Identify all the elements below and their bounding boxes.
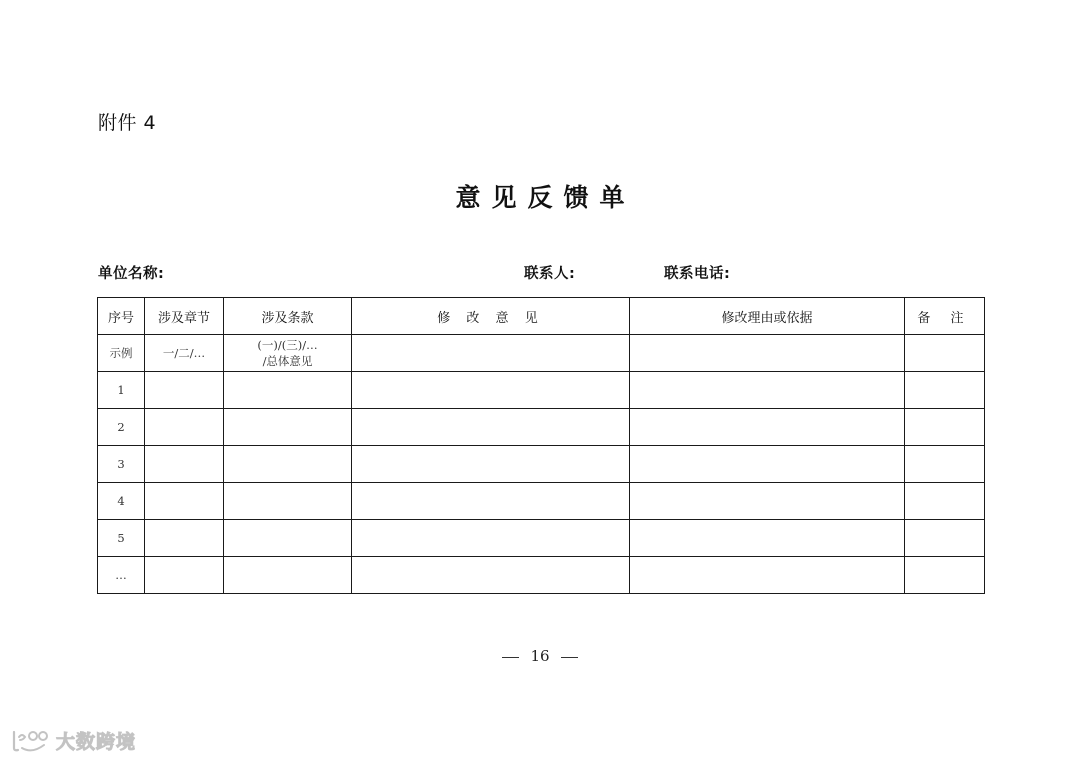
chapter-cell[interactable] xyxy=(145,446,224,483)
watermark xyxy=(10,727,136,754)
example-reason-cell[interactable] xyxy=(630,335,905,372)
chapter-cell[interactable] xyxy=(145,483,224,520)
chapter-cell[interactable] xyxy=(145,409,224,446)
contact-person-label: 联系人: xyxy=(524,266,576,282)
reason-cell[interactable] xyxy=(630,372,905,409)
clause-cell[interactable] xyxy=(224,483,352,520)
remarks-cell[interactable] xyxy=(905,483,985,520)
page-number-value: 16 xyxy=(530,647,550,665)
clause-cell[interactable] xyxy=(224,446,352,483)
row-number: 3 xyxy=(98,446,145,483)
table-row xyxy=(98,372,985,409)
brand-logo-icon xyxy=(10,728,50,754)
row-number: … xyxy=(98,557,145,594)
opinion-cell[interactable] xyxy=(352,557,630,594)
remarks-cell[interactable] xyxy=(905,409,985,446)
clause-cell[interactable] xyxy=(224,372,352,409)
remarks-cell[interactable] xyxy=(905,557,985,594)
table-row xyxy=(98,409,985,446)
opinion-cell[interactable] xyxy=(352,520,630,557)
opinion-cell[interactable] xyxy=(352,372,630,409)
remarks-cell[interactable] xyxy=(905,446,985,483)
table-row xyxy=(98,520,985,557)
chapter-cell[interactable] xyxy=(145,372,224,409)
header-revision-reason: 修改理由或依据 xyxy=(630,298,905,335)
example-label: 示例 xyxy=(98,335,145,372)
opinion-cell[interactable] xyxy=(352,409,630,446)
attachment-label: 附件 4 xyxy=(98,112,157,134)
reason-cell[interactable] xyxy=(630,409,905,446)
example-remarks-cell[interactable] xyxy=(905,335,985,372)
opinion-cell[interactable] xyxy=(352,446,630,483)
example-opinion-cell[interactable] xyxy=(352,335,630,372)
feedback-table xyxy=(97,297,985,594)
clause-cell[interactable] xyxy=(224,520,352,557)
header-clause: 涉及条款 xyxy=(224,298,352,335)
watermark-text: 大数跨境 xyxy=(56,731,137,753)
page-number-dash-right xyxy=(561,657,578,658)
document-title: 意见反馈单 xyxy=(455,183,636,212)
remarks-cell[interactable] xyxy=(905,520,985,557)
example-chapter: 一/二/… xyxy=(145,335,224,372)
page-number-dash-left xyxy=(502,657,519,658)
table-row xyxy=(98,446,985,483)
example-clause-line2: /总体意见 xyxy=(262,354,313,368)
example-clause xyxy=(224,335,352,372)
table-row xyxy=(98,557,985,594)
contact-phone-label: 联系电话: xyxy=(664,266,731,282)
row-number: 5 xyxy=(98,520,145,557)
row-number: 4 xyxy=(98,483,145,520)
chapter-cell[interactable] xyxy=(145,557,224,594)
opinion-cell[interactable] xyxy=(352,483,630,520)
reason-cell[interactable] xyxy=(630,520,905,557)
row-number: 2 xyxy=(98,409,145,446)
page-number xyxy=(0,647,1080,665)
reason-cell[interactable] xyxy=(630,446,905,483)
table-header-row xyxy=(98,298,985,335)
table-row xyxy=(98,483,985,520)
clause-cell[interactable] xyxy=(224,409,352,446)
reason-cell[interactable] xyxy=(630,483,905,520)
example-row xyxy=(98,335,985,372)
header-remarks: 备 注 xyxy=(905,298,985,335)
header-revision-opinion: 修 改 意 见 xyxy=(352,298,630,335)
clause-cell[interactable] xyxy=(224,557,352,594)
remarks-cell[interactable] xyxy=(905,372,985,409)
example-clause-line1: (一)/(三)/… xyxy=(257,338,318,352)
header-serial-number: 序号 xyxy=(98,298,145,335)
row-number: 1 xyxy=(98,372,145,409)
header-chapter: 涉及章节 xyxy=(145,298,224,335)
unit-name-label: 单位名称: xyxy=(98,266,165,282)
chapter-cell[interactable] xyxy=(145,520,224,557)
reason-cell[interactable] xyxy=(630,557,905,594)
